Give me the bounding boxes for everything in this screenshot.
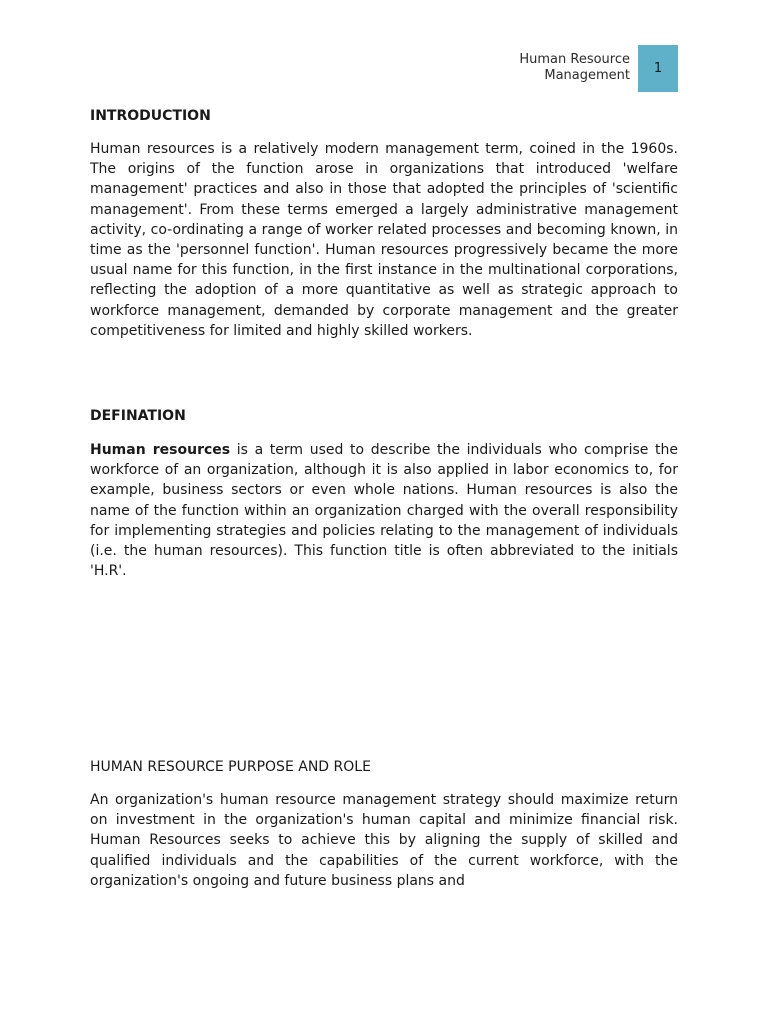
header-title-line1: Human Resource bbox=[519, 52, 630, 67]
page-number: 1 bbox=[653, 61, 663, 76]
introduction-heading: INTRODUCTION bbox=[90, 108, 211, 124]
purpose-role-paragraph: An organization's human resource management strategy should maximize return on investment in the organization's human capital and minimize financial risk. Human Resources seeks to achieve this by aligning the supply of skilled and qualified individuals and the capabilities of the current workforce, with the organization's ongoing and future business plans and bbox=[90, 792, 678, 889]
header-title-line2: Management bbox=[544, 68, 630, 83]
definition-term: Human resources bbox=[90, 442, 231, 458]
page-header bbox=[519, 45, 678, 92]
definition-heading: DEFINATION bbox=[90, 408, 186, 424]
definition-paragraph bbox=[90, 440, 678, 581]
definition-body: is a term used to describe the individuals who comprise the workforce of an organization, although it is also applied in labor economics to, for example, business sectors or even whole nations. Human resources is also the name of the function within an organization charged with the overall responsibility for implementing strategies and policies relating to the management of individuals (i.e. the human resources). This function title is often abbreviated to the initials 'H.R'. bbox=[90, 442, 678, 580]
purpose-role-heading: HUMAN RESOURCE PURPOSE AND ROLE bbox=[90, 759, 371, 775]
introduction-paragraph: Human resources is a relatively modern management term, coined in the 1960s. The origins of the function arose in organizations that introduced 'welfare management' practices and also in those that adopted the principles of 'scientific management'. From these terms emerged a largely administrative management activity, co-ordinating a range of worker related processes and becoming known, in time as the 'personnel function'. Human resources progressively became the more usual name for this function, in the first instance in the multinational corporations, reflecting the adoption of a more quantitative as well as strategic approach to workforce management, demanded by corporate management and the greater competitiveness for limited and highly skilled workers. bbox=[90, 141, 678, 339]
page-number-badge bbox=[638, 45, 678, 92]
header-title bbox=[519, 52, 630, 84]
